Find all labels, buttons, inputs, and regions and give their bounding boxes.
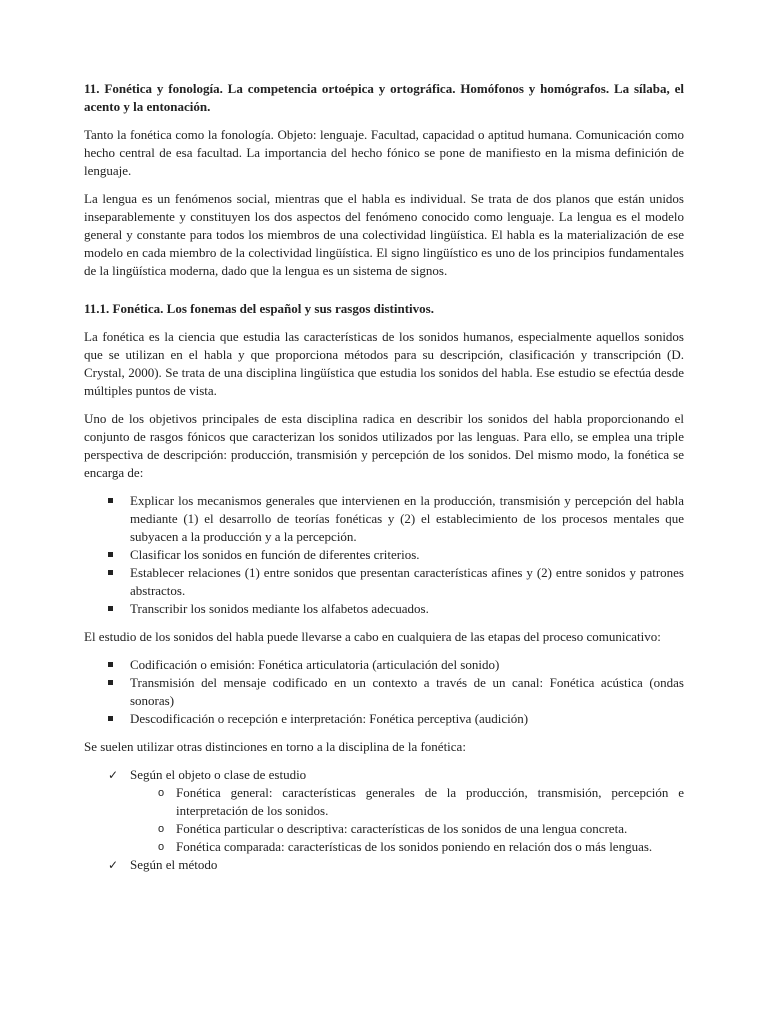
distinctions-paragraph: Se suelen utilizar otras distinciones en torno a la disciplina de la fonética:	[84, 739, 466, 754]
circle-bullet-icon: o	[158, 823, 165, 835]
section-paragraph: Uno de los objetivos principales de esta disciplina radica en describir los sonidos del habla proporcionando el conjunto de rasgos fónicos que caracterizan los sonidos utilizados por las lenguas. Para ello, se emplea una triple perspectiva de descripción: producción, transmisión y percepción de los sonidos. Del mismo modo, la fonética se encarga de:	[84, 411, 684, 480]
list-item: Explicar los mecanismos generales que intervienen en la producción, transmisión y percepción del habla mediante (1) el desarrollo de teorías fonéticas y (2) el establecimiento de los procesos mentales que subyacen a la producción y a la percepción.	[84, 492, 684, 546]
stages-paragraph: El estudio de los sonidos del habla puede llevarse a cabo en cualquiera de las etapas del proceso comunicativo:	[84, 629, 661, 644]
section-heading: 11.1. Fonética. Los fonemas del español y sus rasgos distintivos.	[84, 301, 434, 316]
list-item: Codificación o emisión: Fonética articulatoria (articulación del sonido)	[84, 656, 684, 674]
sub-item-text: Fonética general: características generales de la producción, transmisión, percepción e interpretación de los sonidos.	[176, 785, 684, 818]
check-list-item	[84, 856, 684, 874]
section-paragraph: La fonética es la ciencia que estudia las características de los sonidos humanos, especialmente aquellos sonidos que se utilizan en el habla y que proporciona métodos para su descripción, clasificación y transcripción (D. Crystal, 2000). Se trata de una disciplina lingüística que estudia los sonidos del habla. Ese estudio se efectúa desde múltiples puntos de vista.	[84, 329, 684, 398]
list-item: Transmisión del mensaje codificado en un contexto a través de un canal: Fonética acústica (ondas sonoras)	[84, 674, 684, 710]
checkmark-icon: ✓	[108, 858, 119, 872]
distinctions-list	[84, 766, 684, 874]
circle-bullet-icon: o	[158, 841, 165, 853]
intro-paragraph: La lengua es un fenómenos social, mientras que el habla es individual. Se trata de dos planos que están unidos inseparablemente y constituyen los dos aspectos del fenómeno conocido como lenguaje. La lengua es el modelo general y constante para todos los miembros de una colectividad lingüística. El habla es la materialización de ese modelo en cada miembro de la colectividad lingüística. El signo lingüístico es uno de los principios fundamentales de la lingüística moderna, dado que la lengua es un sistema de signos.	[84, 191, 684, 278]
list-item: Transcribir los sonidos mediante los alfabetos adecuados.	[84, 600, 684, 618]
check-list-item	[84, 766, 684, 856]
tasks-list	[84, 492, 684, 618]
checkmark-icon: ✓	[108, 768, 119, 782]
sub-item-text: Fonética particular o descriptiva: características de los sonidos de una lengua concreta.	[176, 821, 628, 836]
list-item: Descodificación o recepción e interpretación: Fonética perceptiva (audición)	[84, 710, 684, 728]
sub-list-item	[84, 784, 684, 820]
sub-list	[130, 784, 684, 856]
circle-bullet-icon: o	[158, 787, 165, 799]
document-page	[84, 70, 684, 874]
sub-item-text: Fonética comparada: características de los sonidos poniendo en relación dos o más lenguas.	[176, 839, 653, 854]
stages-list	[84, 656, 684, 728]
check-item-label: Según el método	[130, 857, 218, 872]
list-item: Clasificar los sonidos en función de diferentes criterios.	[84, 546, 684, 564]
intro-paragraph: Tanto la fonética como la fonología. Objeto: lenguaje. Facultad, capacidad o aptitud humana. Comunicación como hecho central de esa facultad. La importancia del hecho fónico se pone de manifiesto en la misma definición de lenguaje.	[84, 127, 684, 178]
sub-list-item	[84, 820, 684, 838]
sub-list-item	[84, 838, 684, 856]
check-item-label: Según el objeto o clase de estudio	[130, 767, 307, 782]
document-title: 11. Fonética y fonología. La competencia ortoépica y ortográfica. Homófonos y homógrafos. La sílaba, el acento y la entonación.	[84, 81, 684, 114]
list-item: Establecer relaciones (1) entre sonidos que presentan características afines y (2) entre sonidos y patrones abstractos.	[84, 564, 684, 600]
